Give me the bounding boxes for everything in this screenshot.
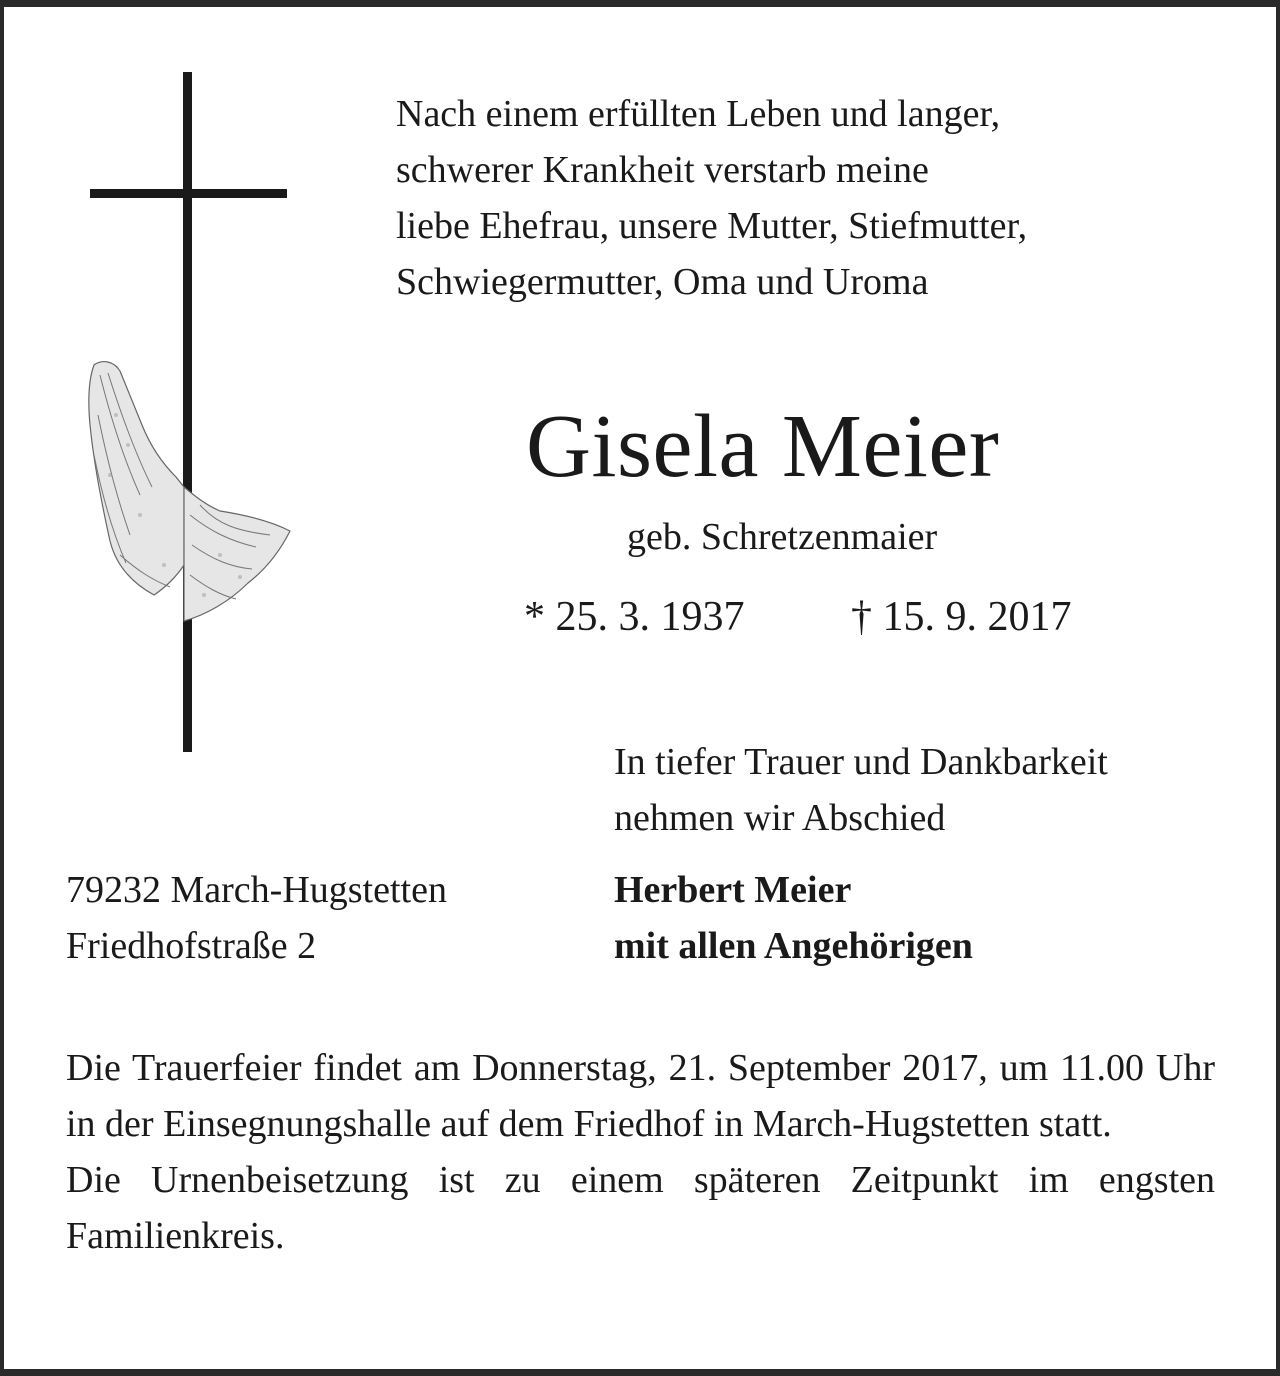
address [66, 862, 447, 974]
urn-burial-paragraph: Die Urnenbeisetzung ist zu einem späteren Zeitpunkt im engsten Familienkreis. [66, 1159, 1215, 1257]
deceased-name: Gisela Meier [526, 397, 1000, 496]
death-date: † 15. 9. 2017 [851, 594, 1072, 640]
intro-line: liebe Ehefrau, unsere Mutter, Stiefmutter, [396, 205, 1028, 247]
family-signature [614, 862, 973, 974]
praying-hands-icon [80, 355, 295, 630]
intro-line: Nach einem erfüllten Leben und langer, [396, 93, 1001, 135]
address-line: 79232 March-Hugstetten [66, 869, 447, 911]
intro-line: schwerer Krankheit verstarb meine [396, 149, 929, 191]
family-line: mit allen Angehörigen [614, 925, 973, 967]
funeral-paragraph: Die Trauerfeier findet am Donnerstag, 21. September 2017, um 11.00 Uhr in der Einsegnungshalle auf dem Friedhof in March-Hugstetten statt. [66, 1047, 1215, 1145]
cross-icon-bar [90, 189, 287, 198]
mourning-line: nehmen wir Abschied [614, 797, 946, 839]
family-line: Herbert Meier [614, 869, 852, 911]
ceremony-info [66, 1040, 1215, 1264]
intro-text [396, 86, 1027, 310]
intro-line: Schwiegermutter, Oma und Uroma [396, 261, 929, 303]
mourning-line: In tiefer Trauer und Dankbarkeit [614, 741, 1108, 783]
address-line: Friedhofstraße 2 [66, 925, 317, 967]
birth-date: * 25. 3. 1937 [524, 594, 745, 640]
mourning-text [614, 734, 1108, 846]
maiden-name: geb. Schretzenmaier [627, 516, 938, 558]
